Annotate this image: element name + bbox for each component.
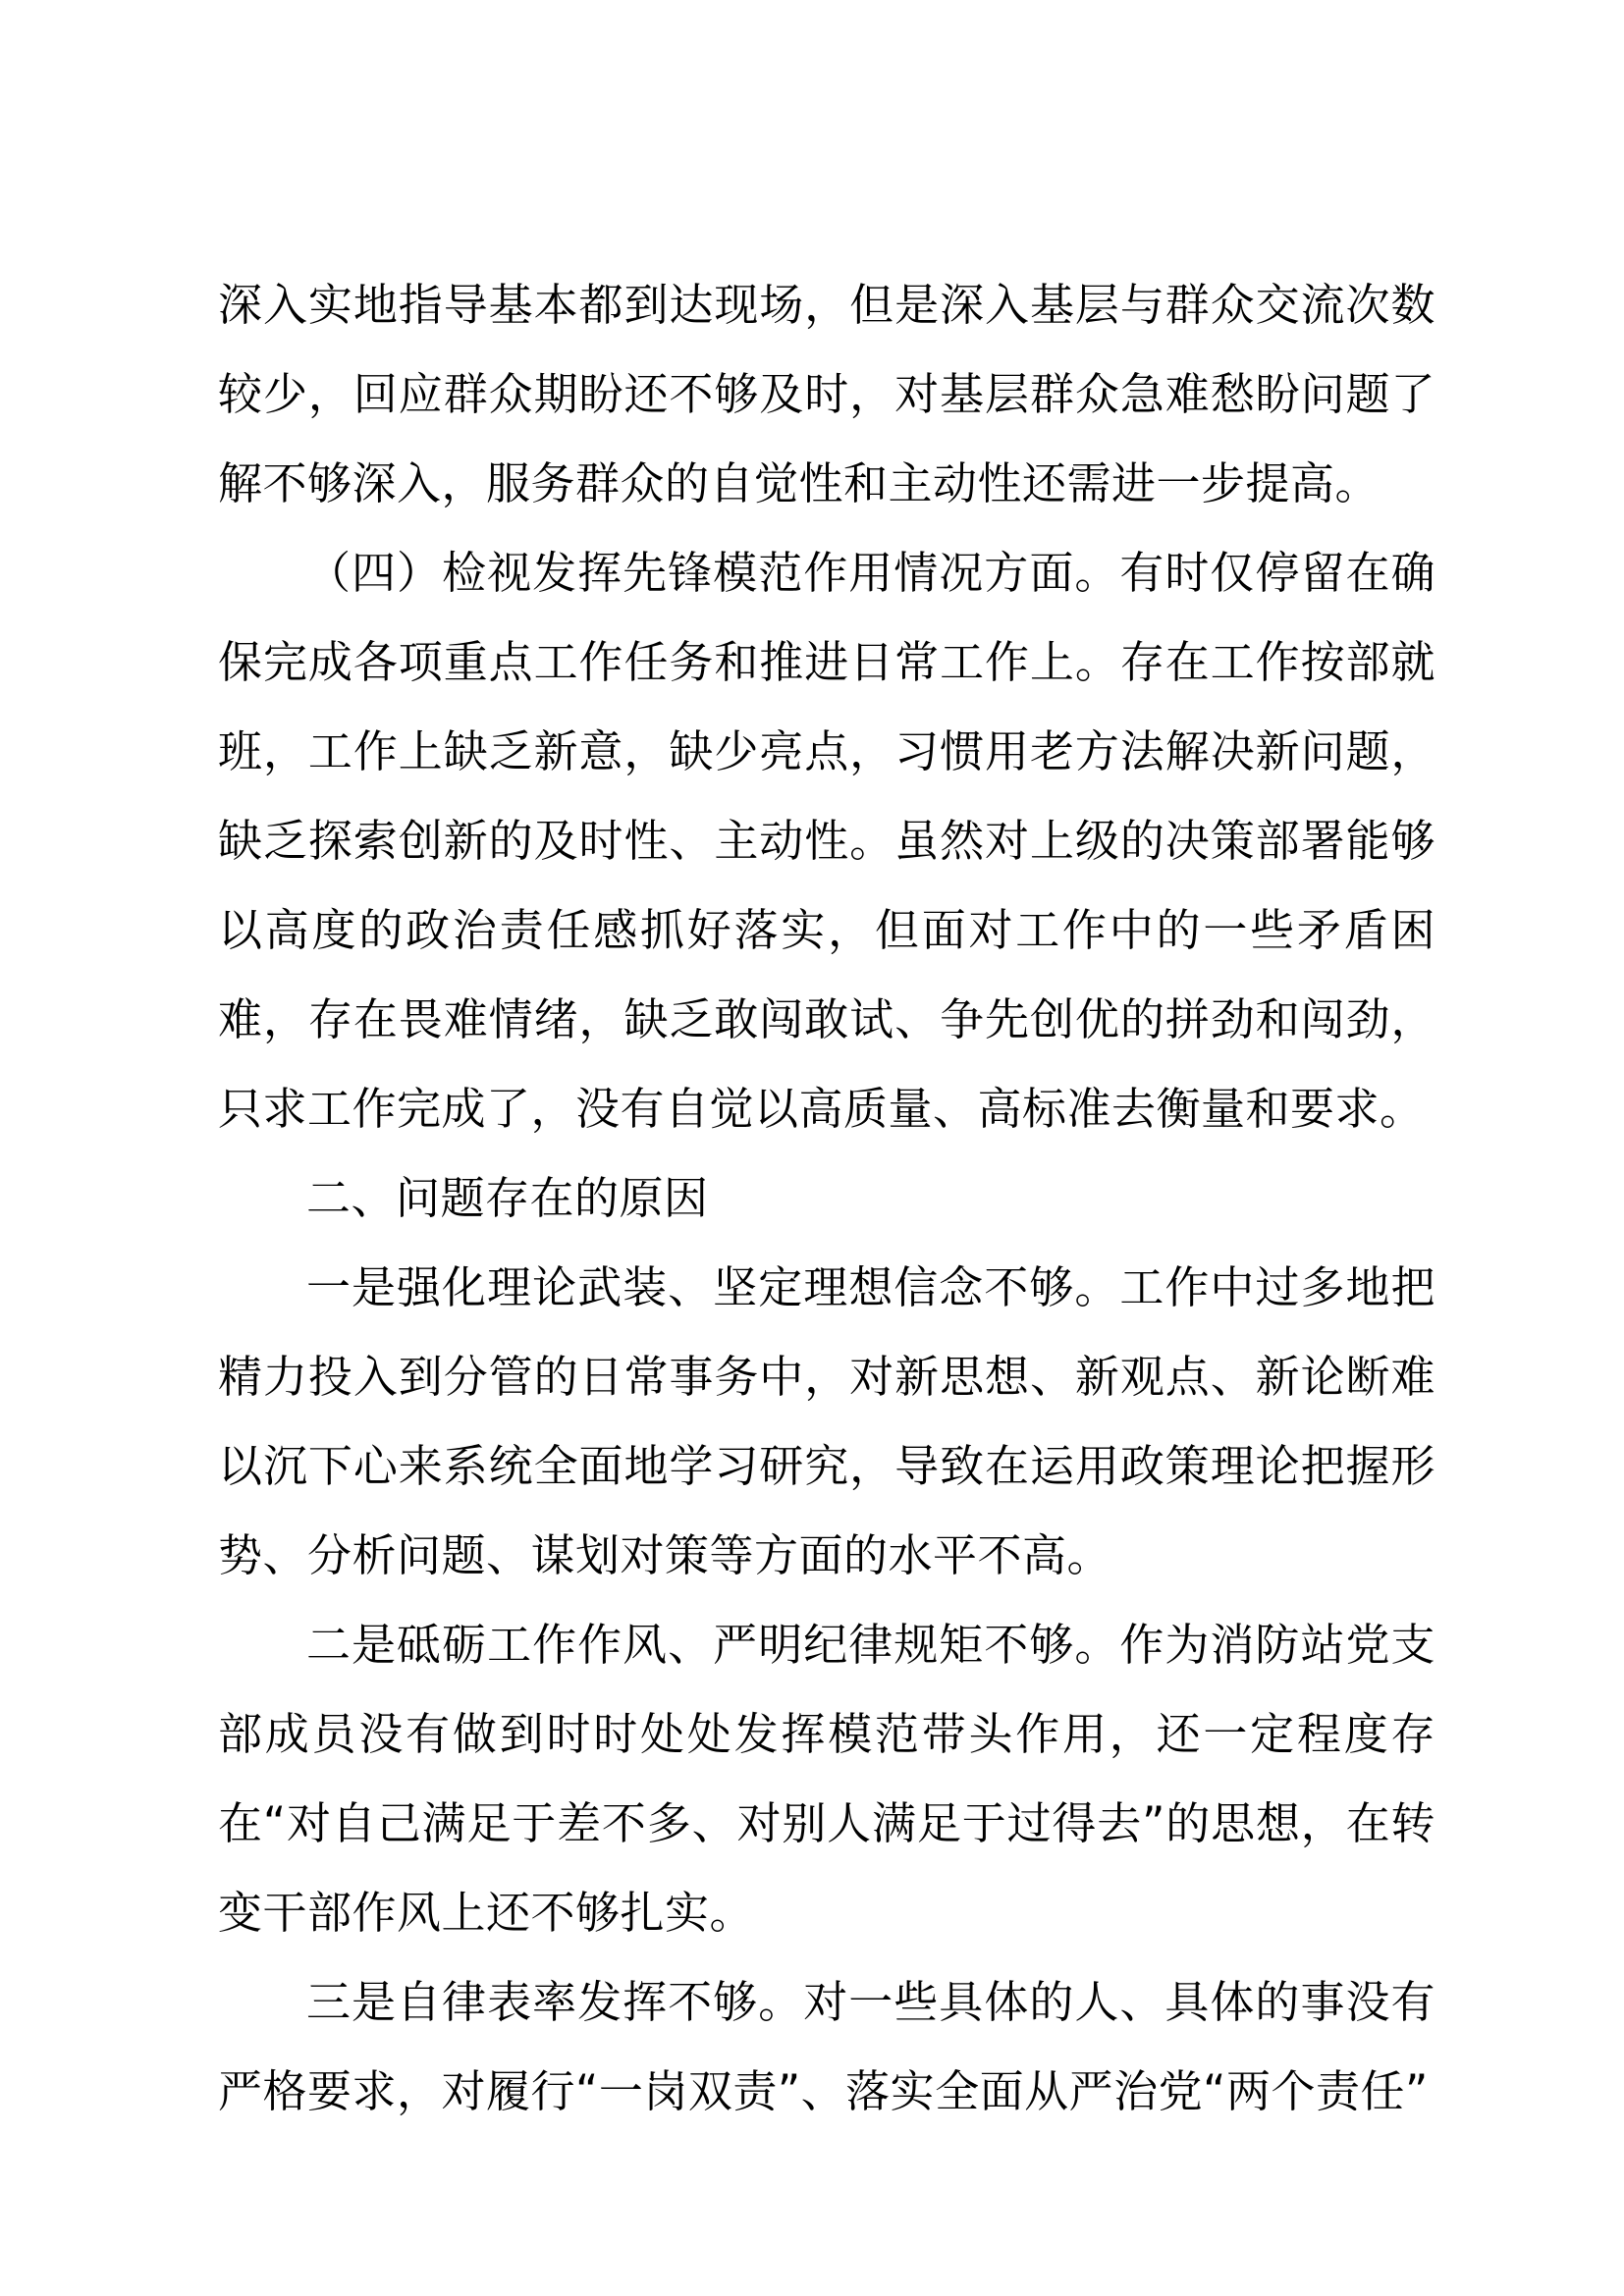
paragraph-cause-two: 二是砥砺工作作风、严明纪律规矩不够。作为消防站党支部成员没有做到时时处处发挥模范带头作用，还一定程度存在“对自己满足于差不多、对别人满足于过得去”的思想，在转变干部作风上还不够扎实。 [218, 1619, 1435, 1939]
section-heading-causes: 二、问题存在的原因 [306, 1172, 709, 1224]
paragraph-cause-three: 三是自律表率发挥不够。对一些具体的人、具体的事没有严格要求，对履行“一岗双责”、落实全面从严治党“两个责任” [218, 1976, 1435, 2117]
document-body [218, 260, 1435, 2136]
paragraph-section-four: （四）检视发挥先锋模范作用情况方面。有时仅停留在确保完成各项重点工作任务和推进日常工作上。存在工作按部就班，工作上缺乏新意，缺少亮点，习惯用老方法解决新问题，缺乏探索创新的及时性、主动性。虽然对上级的决策部署能够以高度的政治责任感抓好落实，但面对工作中的一些矛盾困难，存在畏难情绪，缺乏敢闯敢试、争先创优的拼劲和闯劲，只求工作完成了，没有自觉以高质量、高标准去衡量和要求。 [218, 547, 1435, 1135]
paragraph-continuation: 深入实地指导基本都到达现场，但是深入基层与群众交流次数较少，回应群众期盼还不够及时，对基层群众急难愁盼问题了解不够深入，服务群众的自觉性和主动性还需进一步提高。 [218, 279, 1435, 509]
paragraph-cause-one: 一是强化理论武装、坚定理想信念不够。工作中过多地把精力投入到分管的日常事务中，对新思想、新观点、新论断难以沉下心来系统全面地学习研究，导致在运用政策理论把握形势、分析问题、谋划对策等方面的水平不高。 [218, 1261, 1435, 1581]
